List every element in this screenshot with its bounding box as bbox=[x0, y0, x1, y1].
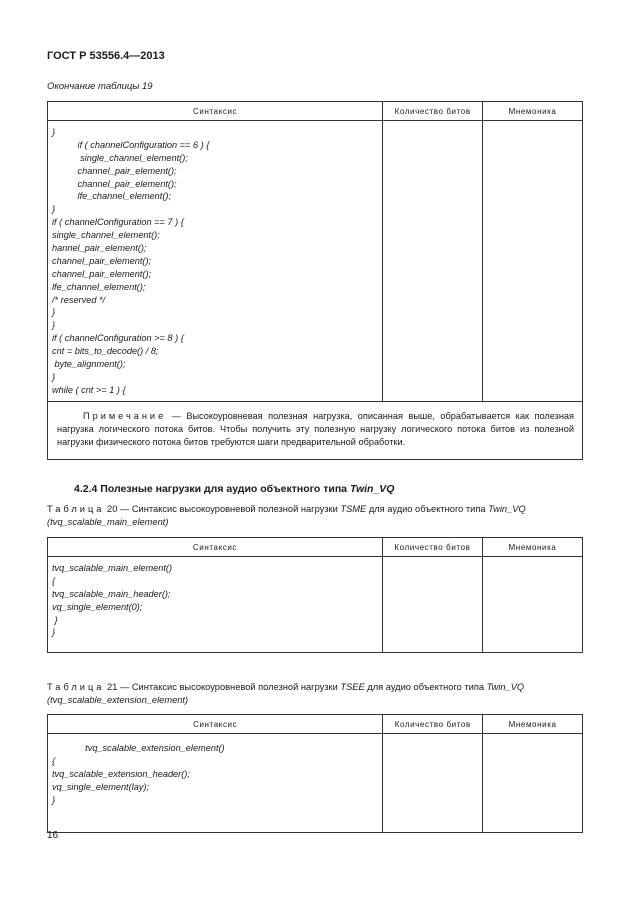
code-line: } bbox=[52, 627, 56, 638]
code-line: if ( channelConfiguration == 6 ) { bbox=[52, 139, 210, 150]
table19-bits-cell bbox=[383, 121, 483, 402]
table20-caption-em2: Twin_VQ bbox=[488, 504, 526, 514]
page-number: 16 bbox=[47, 830, 59, 841]
table19-col-mnemonic: Мнемоника bbox=[483, 102, 583, 121]
code-line: { bbox=[52, 575, 56, 586]
code-line: channel_pair_element(); bbox=[52, 165, 177, 176]
table20 bbox=[47, 537, 583, 653]
code-line: if ( channelConfiguration >= 8 ) { bbox=[52, 333, 184, 344]
code-line: lfe_channel_element(); bbox=[52, 281, 146, 292]
table19-code-lines bbox=[52, 126, 382, 397]
table20-caption-em1: TSME bbox=[340, 504, 367, 514]
code-line: } bbox=[52, 614, 58, 625]
code-line: } bbox=[52, 127, 56, 137]
section-title bbox=[74, 483, 394, 495]
table20-code-lines bbox=[52, 562, 382, 639]
code-line: channel_pair_element(); bbox=[52, 268, 152, 279]
code-line: } bbox=[52, 320, 56, 331]
code-line: byte_alignment(); bbox=[52, 359, 126, 370]
table21-caption-em2: Twin_VQ bbox=[486, 682, 525, 692]
code-line: channel_pair_element(); bbox=[52, 255, 152, 266]
table21-mnemonic-cell bbox=[483, 734, 583, 833]
table19-body-row bbox=[48, 121, 583, 402]
code-line: /* reserved */ bbox=[52, 294, 106, 305]
note-label: Примечание bbox=[83, 410, 167, 421]
table21-header-row bbox=[48, 715, 583, 734]
table19-col-bits: Количество битов bbox=[383, 102, 483, 121]
table19-mnemonic-cell bbox=[483, 121, 583, 402]
table21-label: Таблица bbox=[47, 682, 105, 692]
code-line: { bbox=[52, 755, 56, 766]
code-line: hannel_pair_element(); bbox=[52, 243, 147, 254]
code-line: } bbox=[52, 794, 56, 805]
table19-col-syntax: Синтаксис bbox=[48, 102, 383, 121]
table21-caption-mid: для аудио объектного типа bbox=[364, 682, 487, 692]
table19-code-cell bbox=[48, 121, 383, 402]
code-line: vq_single_element(0); bbox=[52, 601, 143, 612]
note-text: — Высокоуровневая полезная нагрузка, описанная выше, обрабатывается как полезная нагрузка логического потока битов. Чтобы получить эту полезную нагрузку логического потока битов из полезной нагрузки физического потока битов требуются шаги предварительной обработки. bbox=[57, 410, 574, 447]
table21-col-mnemonic: Мнемоника bbox=[483, 715, 583, 734]
code-line: lfe_channel_element(); bbox=[52, 191, 171, 202]
table21-caption-line2: (tvq_scalable_extension_element) bbox=[47, 694, 189, 705]
table20-code-cell bbox=[48, 557, 383, 653]
table21-body-row bbox=[48, 734, 583, 833]
code-line: single_channel_element(); bbox=[52, 152, 188, 163]
table20-bits-cell bbox=[382, 557, 482, 653]
table20-caption bbox=[47, 503, 583, 528]
table20-caption-line2: (tvq_scalable_main_element) bbox=[47, 516, 169, 527]
code-line: if ( channelConfiguration == 7 ) { bbox=[52, 217, 184, 228]
code-line: tvq_scalable_extension_element() bbox=[52, 743, 225, 753]
document-header: ГОСТ Р 53556.4—2013 bbox=[47, 50, 165, 62]
section-title-text: 4.2.4 Полезные нагрузки для аудио объектного типа bbox=[74, 483, 350, 495]
table19-note bbox=[48, 401, 583, 459]
table20-col-syntax: Синтаксис bbox=[48, 538, 383, 557]
table20-col-bits: Количество битов bbox=[382, 538, 482, 557]
code-line: vq_single_element(lay); bbox=[52, 781, 150, 792]
table21-caption-em1: TSEE bbox=[340, 682, 365, 692]
table20-label: Таблица bbox=[47, 504, 105, 514]
code-line: single_channel_element(); bbox=[52, 230, 160, 241]
table20-caption-mid: для аудио объектного типа bbox=[366, 504, 489, 514]
table20-col-mnemonic: Мнемоника bbox=[482, 538, 582, 557]
table21-code-lines bbox=[52, 742, 382, 806]
table21 bbox=[47, 714, 583, 833]
table21-caption bbox=[47, 681, 583, 706]
table21-col-bits: Количество битов bbox=[383, 715, 483, 734]
table19-header-row bbox=[48, 102, 583, 121]
section-title-em: Twin_VQ bbox=[349, 483, 395, 495]
table19-note-row bbox=[48, 401, 583, 459]
code-line: tvq_scalable_main_header(); bbox=[52, 588, 171, 599]
table20-header-row bbox=[48, 538, 583, 557]
table20-caption-text: 20 — Синтаксис высокоуровневой полезной нагрузки bbox=[104, 504, 341, 514]
code-line: } bbox=[52, 371, 56, 382]
table21-code-cell bbox=[48, 734, 383, 833]
code-line: channel_pair_element(); bbox=[52, 178, 177, 189]
code-line: cnt = bits_to_decode() / 8; bbox=[52, 346, 159, 357]
code-line: while ( cnt >= 1 ) { bbox=[52, 384, 126, 395]
table20-body-row bbox=[48, 557, 583, 653]
table20-mnemonic-cell bbox=[482, 557, 582, 653]
table21-col-syntax: Синтаксис bbox=[48, 715, 383, 734]
table19-caption: Окончание таблицы 19 bbox=[47, 81, 153, 92]
code-line: tvq_scalable_main_element() bbox=[52, 563, 173, 573]
table19 bbox=[47, 101, 583, 460]
code-line: tvq_scalable_extension_header(); bbox=[52, 768, 190, 779]
code-line: } bbox=[52, 307, 56, 318]
table21-bits-cell bbox=[383, 734, 483, 833]
code-line: } bbox=[52, 204, 56, 215]
table21-caption-text: 21 — Синтаксис высокоуровневой полезной нагрузки bbox=[104, 682, 341, 692]
